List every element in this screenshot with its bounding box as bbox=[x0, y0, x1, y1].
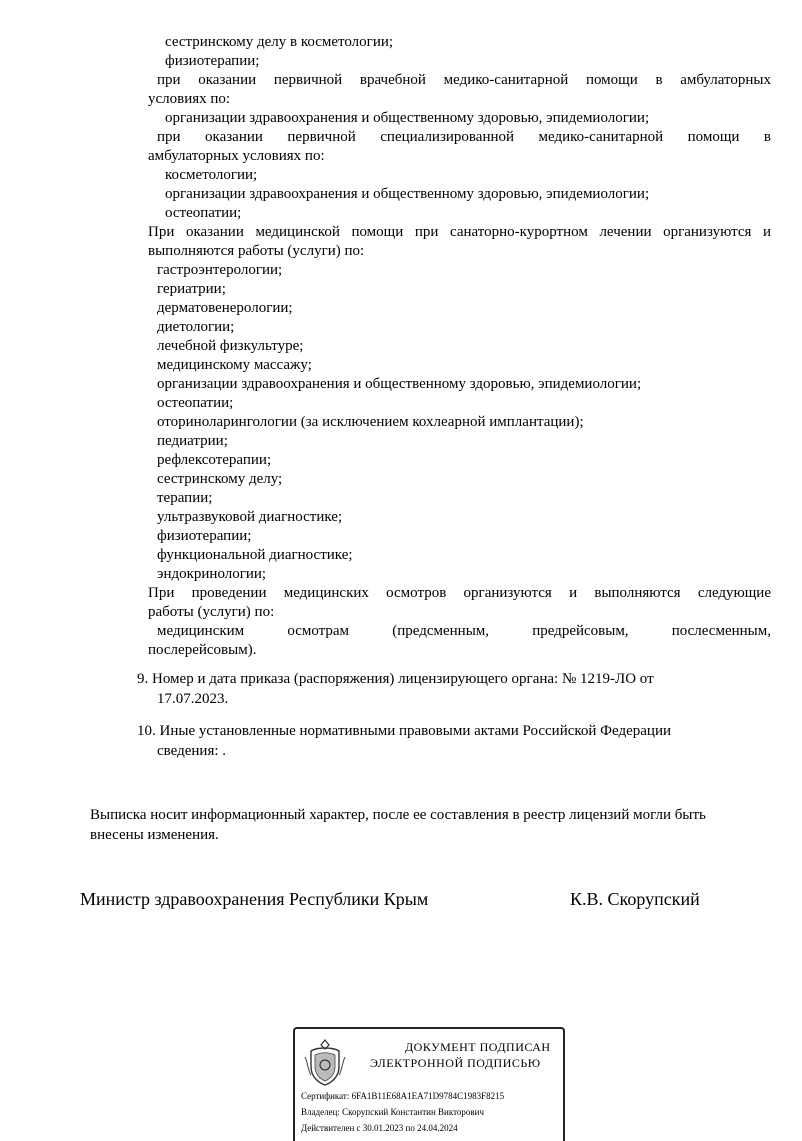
stamp-title: ЭЛЕКТРОННОЙ ПОДПИСЬЮ bbox=[370, 1056, 541, 1070]
list-item: терапии; bbox=[157, 490, 213, 506]
paragraph-specialized-care-line: при оказании первичной специализированной медико-санитарной помощи в bbox=[157, 129, 771, 145]
list-item: косметологии; bbox=[165, 167, 258, 183]
list-item: эндокринологии; bbox=[157, 566, 267, 582]
list-item: медицинскому массажу; bbox=[157, 357, 312, 373]
electronic-signature-stamp bbox=[293, 1027, 565, 1141]
signatory-name: К.В. Скорупский bbox=[570, 889, 700, 909]
list-item: сестринскому делу; bbox=[157, 471, 283, 487]
paragraph-exams-intro-line: работы (услуги) по: bbox=[148, 604, 275, 620]
stamp-certificate: Сертификат: 6FA1B11E68A1EA71D9784C1983F8215 bbox=[301, 1091, 505, 1101]
list-item: организации здравоохранения и общественному здоровью, эпидемиологии; bbox=[165, 110, 650, 126]
list-item: остеопатии; bbox=[165, 205, 242, 221]
list-item: дерматовенерологии; bbox=[157, 300, 293, 316]
paragraph-exams-intro-line: При проведении медицинских осмотров организуются и выполняются следующие bbox=[148, 585, 771, 601]
paragraph-spa-intro-line: выполняются работы (услуги) по: bbox=[148, 243, 365, 259]
paragraph-specialized-care-line: амбулаторных условиях по: bbox=[148, 148, 325, 164]
list-item: функциональной диагностике; bbox=[157, 547, 353, 563]
notice-text: Выписка носит информационный характер, после ее составления в реестр лицензий могли быть bbox=[90, 807, 706, 823]
list-item: оториноларингологии (за исключением кохлеарной имплантации); bbox=[157, 414, 584, 430]
paragraph-primary-care-line: условиях по: bbox=[148, 91, 231, 107]
item-10-other-info: 10. Иные установленные нормативными правовыми актами Российской Федерации bbox=[137, 723, 672, 739]
list-item: физиотерапии; bbox=[157, 528, 252, 544]
list-item: рефлексотерапии; bbox=[157, 452, 272, 468]
notice-text: внесены изменения. bbox=[90, 827, 219, 843]
stamp-title: ДОКУМЕНТ ПОДПИСАН bbox=[405, 1040, 551, 1054]
list-item: физиотерапии; bbox=[165, 53, 260, 69]
item-9-order-date: 17.07.2023. bbox=[157, 691, 229, 707]
list-item: организации здравоохранения и общественному здоровью, эпидемиологии; bbox=[165, 186, 650, 202]
list-item: сестринскому делу в косметологии; bbox=[165, 34, 394, 50]
paragraph-primary-care-line: при оказании первичной врачебной медико-санитарной помощи в амбулаторных bbox=[157, 72, 771, 88]
list-item: организации здравоохранения и общественному здоровью, эпидемиологии; bbox=[157, 376, 642, 392]
item-9-order-number: 9. Номер и дата приказа (распоряжения) лицензирующего органа: № 1219-ЛО от bbox=[137, 671, 654, 687]
list-item: гастроэнтерологии; bbox=[157, 262, 283, 278]
stamp-validity: Действителен с 30.01.2023 по 24.04.2024 bbox=[301, 1123, 458, 1133]
list-item: медицинским осмотрам (предсменным, предрейсовым, послесменным, bbox=[157, 623, 771, 639]
list-item: диетологии; bbox=[157, 319, 235, 335]
signatory-position: Министр здравоохранения Республики Крым bbox=[80, 889, 429, 909]
paragraph-spa-intro-line: При оказании медицинской помощи при санаторно-курортном лечении организуются и bbox=[148, 224, 771, 240]
list-item: остеопатии; bbox=[157, 395, 234, 411]
list-item: гериатрии; bbox=[157, 281, 226, 297]
list-item: педиатрии; bbox=[157, 433, 228, 449]
stamp-owner: Владелец: Скорупский Константин Викторович bbox=[301, 1107, 484, 1117]
coat-of-arms-icon bbox=[303, 1037, 347, 1087]
list-item: ультразвуковой диагностике; bbox=[157, 509, 343, 525]
list-item: послерейсовым). bbox=[148, 642, 257, 658]
list-item: лечебной физкультуре; bbox=[157, 338, 304, 354]
item-10-other-info-value: сведения: . bbox=[157, 743, 227, 759]
